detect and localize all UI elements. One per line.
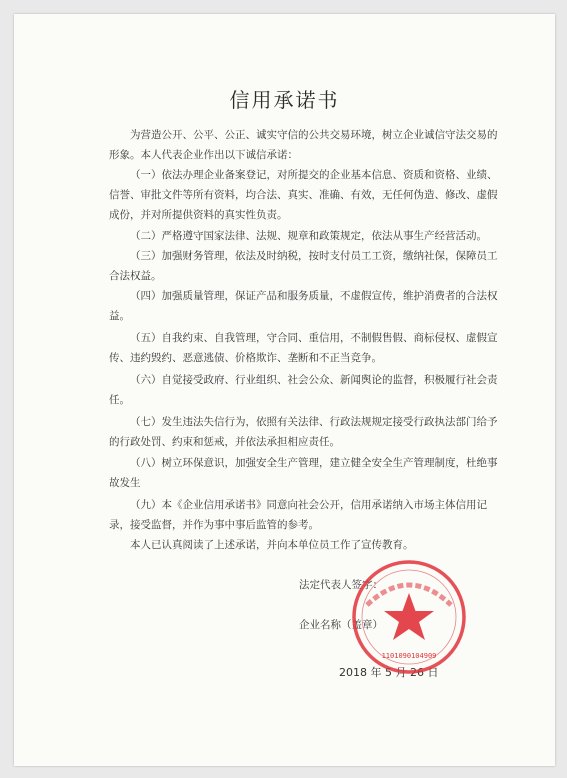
paragraph-item-6: （六）自觉接受政府、行业组织、社会公众、新闻舆论的监督，积极履行社会责任。 — [109, 374, 498, 406]
paragraph-item-1: （一）依法办理企业备案登记，对所提交的企业基本信息、资质和资格、业绩、信誉、审批文件等所有资料，均合法、真实、准确、有效，无任何伪造、修改、虚假成份，并对所提供资料的真实性负责。 — [109, 169, 498, 221]
legal-representative-label: 法定代表人签字： — [299, 579, 383, 591]
seal-number: 1101090104909 — [381, 652, 437, 660]
document-page — [14, 14, 555, 766]
signature-date: 2018 年 5 月 26 日 — [339, 666, 439, 679]
paragraph-closing: 本人已认真阅读了上述承诺，并向本单位员工作了宣传教育。 — [130, 539, 414, 551]
paragraph-item-8: （八）树立环保意识，加强安全生产管理，建立健全安全生产管理制度，杜绝事故发生 — [109, 457, 498, 489]
document-title: 信用承诺书 — [229, 88, 340, 112]
paragraph-item-7: （七）发生违法失信行为，依照有关法律、行政法规规定接受行政执法部门给予的行政处罚、约束和惩戒，并依法承担相应责任。 — [109, 416, 498, 448]
company-seal-icon — [349, 557, 469, 677]
paragraph-item-3: （三）加强财务管理，依法及时纳税，按时支付员工工资，缴纳社保，保障员工合法权益。 — [109, 250, 498, 282]
paragraph-item-5: （五）自我约束、自我管理，守合同、重信用，不制假售假、商标侵权、虚假宣传、违约毁约、恶意逃债、价格欺诈、垄断和不正当竞争。 — [109, 332, 498, 364]
paragraph-intro: 为营造公开、公平、公正、诚实守信的公共交易环境，树立企业诚信守法交易的形象。本人代表企业作出以下诚信承诺： — [109, 129, 498, 161]
company-name-label: 企业名称（盖章） — [299, 619, 383, 631]
paragraph-item-2: （二）严格遵守国家法律、法规、规章和政策规定，依法从事生产经营活动。 — [130, 230, 487, 242]
paragraph-item-4: （四）加强质量管理，保证产品和服务质量，不虚假宣传，维护消费者的合法权益。 — [109, 290, 498, 322]
paragraph-item-9: （九）本《企业信用承诺书》同意向社会公开，信用承诺纳入市场主体信用记录，接受监督，并作为事中事后监管的参考。 — [109, 499, 487, 531]
